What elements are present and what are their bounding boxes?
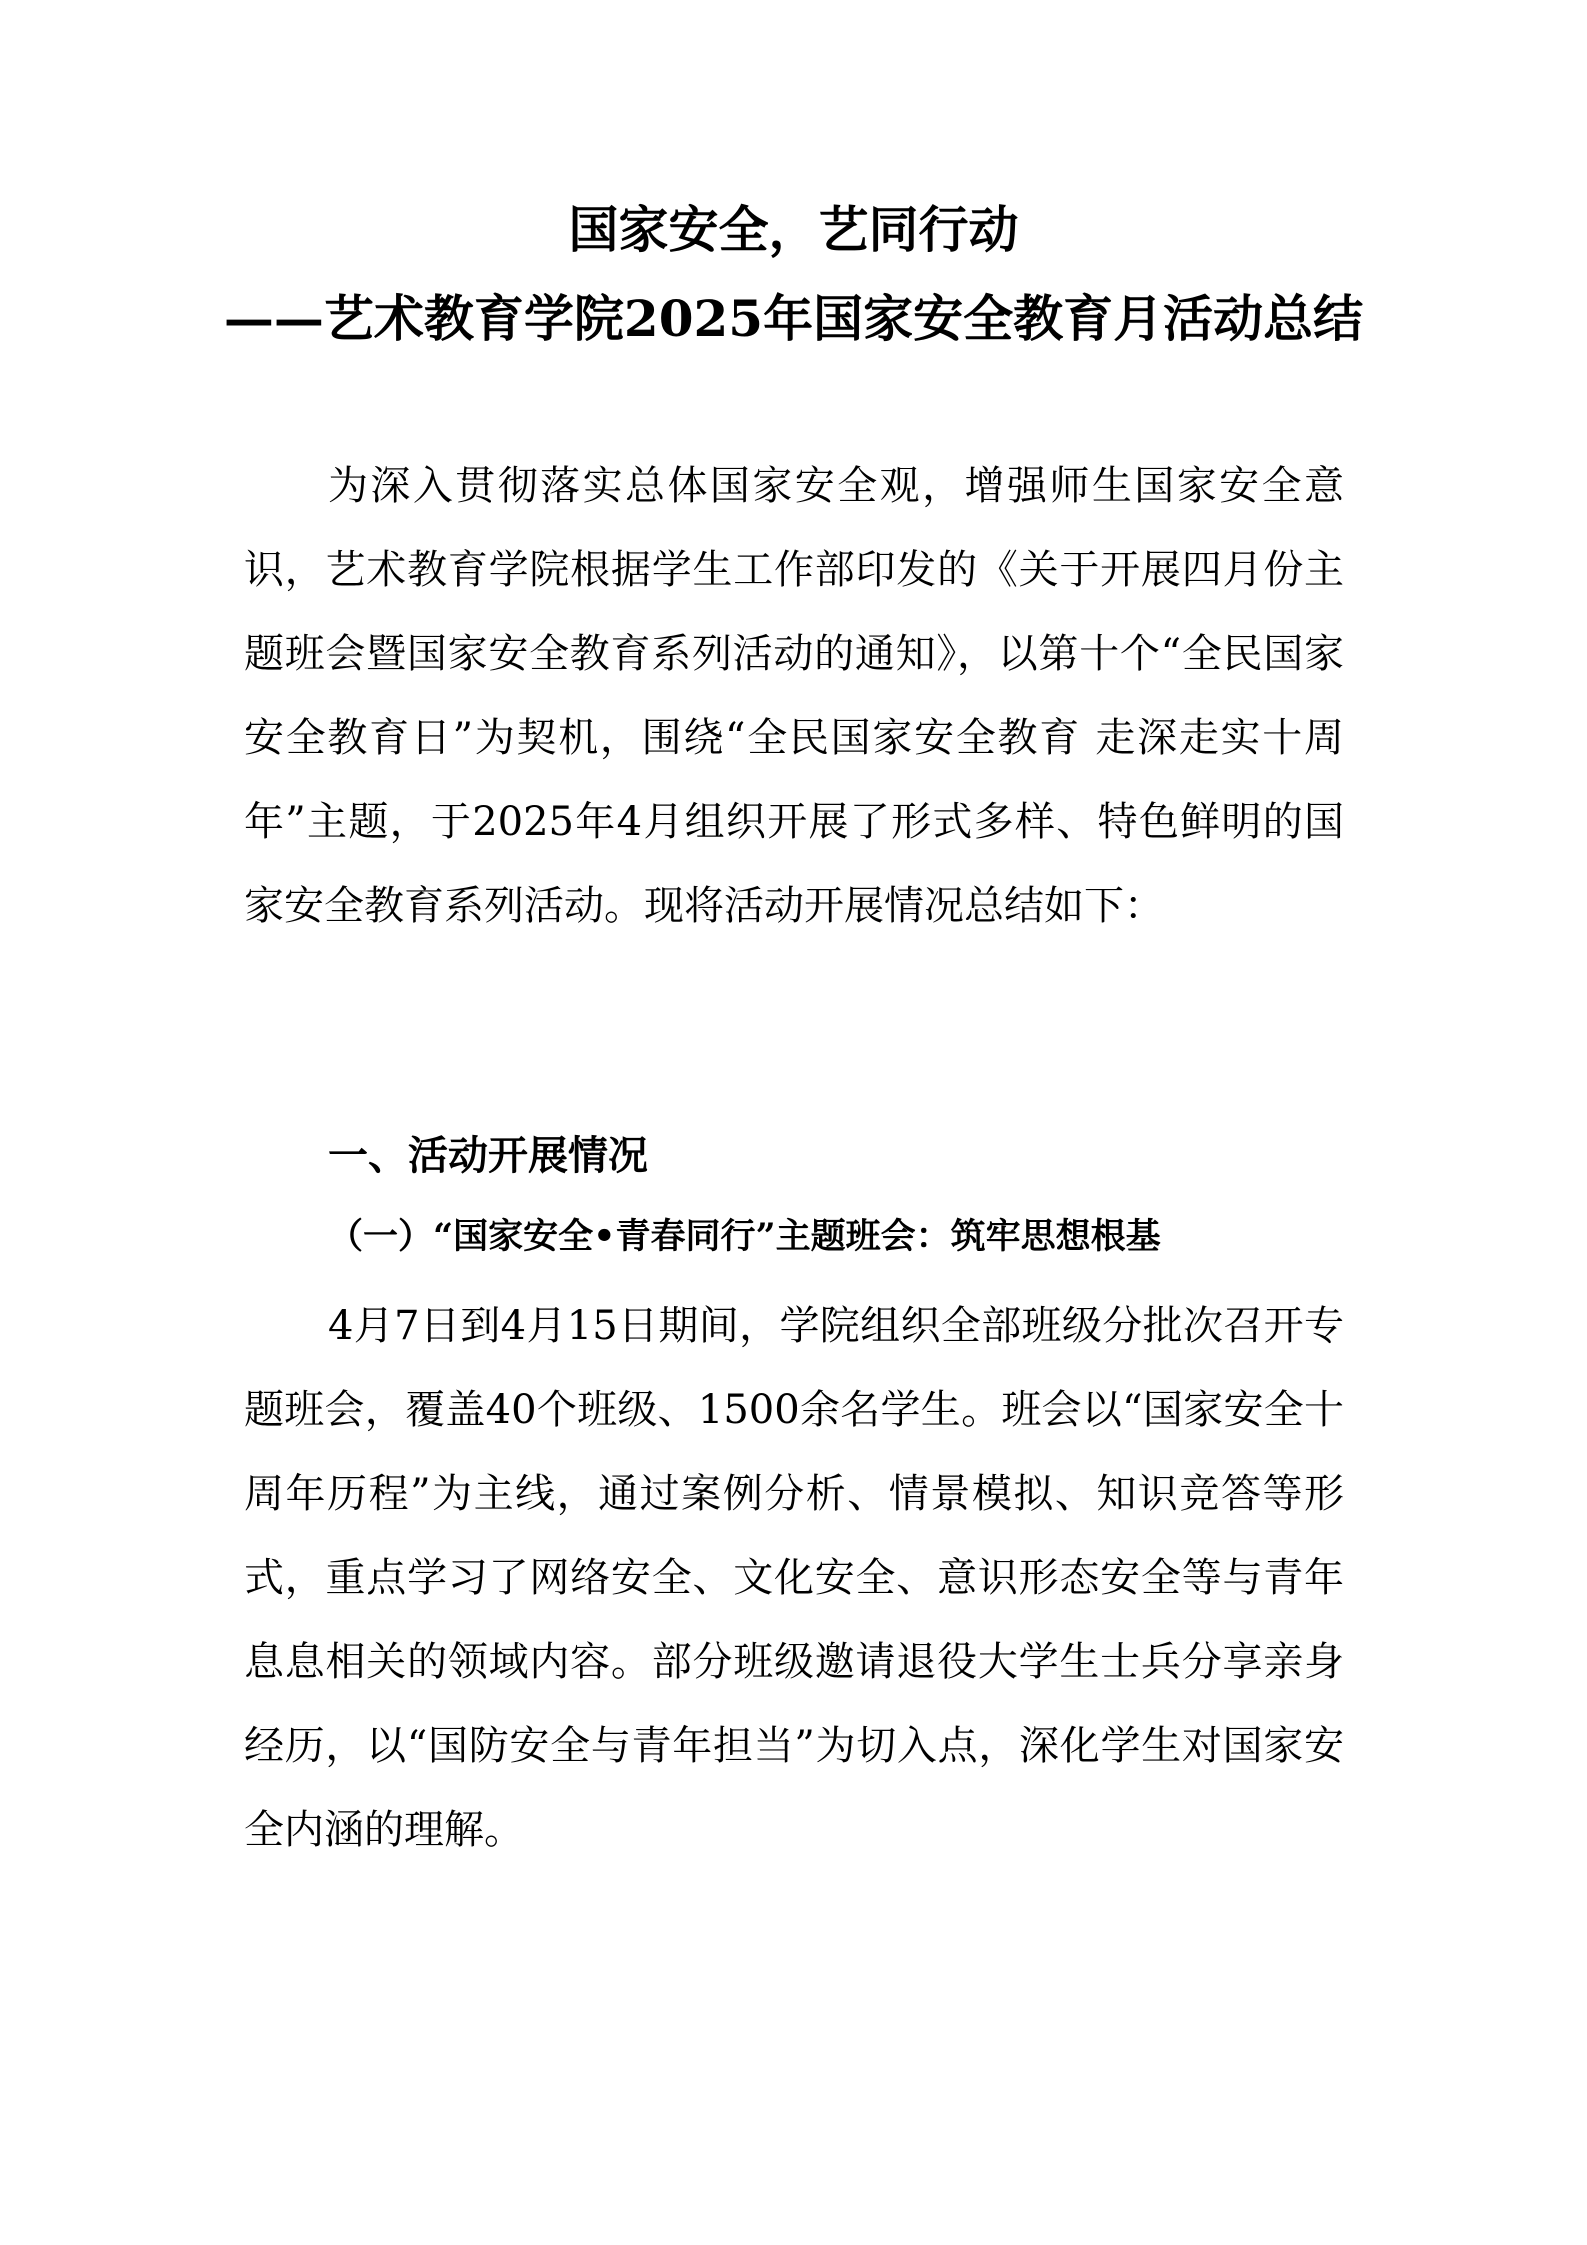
subsection-heading-1: （一）“国家安全•青春同行”主题班会：筑牢思想根基 [328,1216,1161,1257]
document-subtitle: ——艺术教育学院2025年国家安全教育月活动总结 [223,289,1364,348]
document-title: 国家安全，艺同行动 [568,200,1019,259]
section-heading-1: 一、活动开展情况 [328,1132,648,1179]
intro-paragraph: 为深入贯彻落实总体国家安全观，增强师生国家安全意识，艺术教育学院根据学生工作部印发的《关于开展四月份主题班会暨国家安全教育系列活动的通知》，以第十个“全民国家安全教育日”为契机，围绕“全民国家安全教育 走深走实十周年”主题，于2025年4月组织开展了形式多样、特色鲜明的国家安全教育系列活动。现将活动开展情况总结如下： [244,463,1344,929]
subsection-paragraph-1: 4月7日到4月15日期间，学院组织全部班级分批次召开专题班会，覆盖40个班级、1500余名学生。班会以“国家安全十周年历程”为主线，通过案例分析、情景模拟、知识竞答等形式，重点学习了网络安全、文化安全、意识形态安全等与青年息息相关的领域内容。部分班级邀请退役大学生士兵分享亲身经历，以“国防安全与青年担当”为切入点，深化学生对国家安全内涵的理解。 [244,1303,1344,1853]
